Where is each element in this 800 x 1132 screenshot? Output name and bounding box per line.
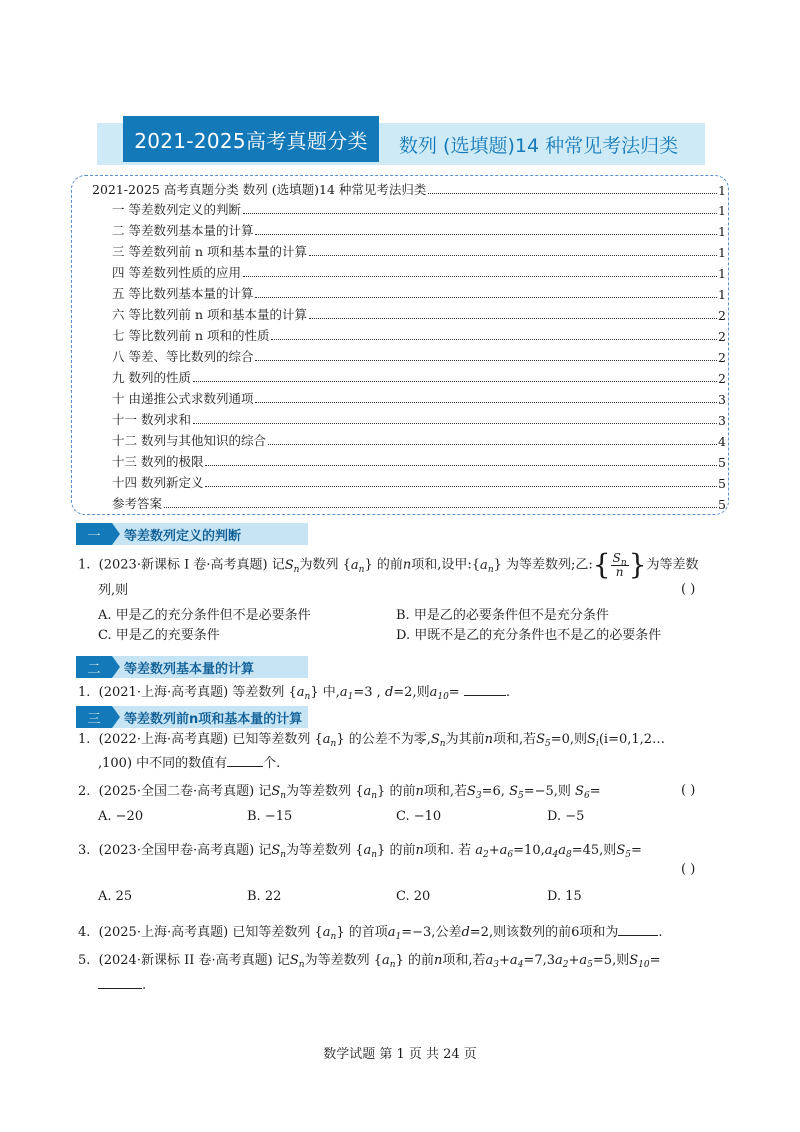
text: 等差数列 <box>232 685 285 700</box>
toc-item-label: 七 等比数列前 n 项和的性质 <box>112 328 270 343</box>
text: 为等差数列;乙: <box>506 557 593 573</box>
text: 记 <box>276 953 290 968</box>
text: 项和,若 <box>492 732 537 747</box>
option-c[interactable]: C. 甲是乙的充要条件 <box>98 628 220 643</box>
toc-item-page: 2 <box>718 350 726 365</box>
toc-item-label: 十一 数列求和 <box>112 412 191 427</box>
toc-item[interactable] <box>112 198 726 218</box>
answer-blank[interactable] <box>618 922 658 936</box>
text: 为等差数列 <box>304 953 370 968</box>
option-c[interactable]: C. 20 <box>396 889 431 904</box>
text: (i=0,1,2… <box>598 732 666 747</box>
toc-item-page: 1 <box>718 245 726 260</box>
question-line: 1. (2021·上海·高考真题) 等差数列 $\{a_n\}$ 中$,a_1=3$ , d=2,则$a_{10}=$ . <box>78 682 510 702</box>
toc-leader <box>309 318 717 319</box>
text: =0,则 <box>550 732 588 747</box>
section-header <box>76 656 308 678</box>
text: =7,3 <box>523 953 555 968</box>
text: =45,则 <box>571 843 617 858</box>
toc-item-page: 1 <box>718 287 726 302</box>
question-number: 3. <box>78 843 91 858</box>
text: 项和. 若 <box>423 843 472 858</box>
toc-item-label: 五 等比数列基本量的计算 <box>112 286 254 301</box>
option-a[interactable]: A. 25 <box>98 889 133 904</box>
text: =2,则该数列的前6项和为 <box>469 925 619 940</box>
toc-leader <box>243 213 717 214</box>
toc-leader <box>205 486 717 487</box>
text: =3 , <box>353 685 381 700</box>
option-d[interactable]: D. 甲既不是乙的充分条件也不是乙的必要条件 <box>396 628 662 643</box>
text: ,100) 中不同的数值有 <box>98 756 228 771</box>
toc-item[interactable] <box>112 429 726 449</box>
text: 项和,设甲: <box>411 557 472 573</box>
text: 项和,若 <box>423 784 467 799</box>
option-b[interactable]: B. 22 <box>247 889 282 904</box>
toc-item-label: 参考答案 <box>112 496 163 511</box>
toc-item-page: 1 <box>718 203 726 218</box>
toc-leader <box>205 465 717 466</box>
question-line: 3. (2023·全国甲卷·高考真题) 记$S_n$为等差数列 $\{a_n\}$ 的前n项和. 若 $a_2+a_6=10,a_4a_8=45$,则$S_5=$ <box>78 843 642 860</box>
option-a[interactable]: A. 甲是乙的充分条件但不是必要条件 <box>98 608 311 623</box>
question-source: (2025·全国二卷·高考真题) <box>98 784 255 799</box>
text: 个. <box>263 756 281 771</box>
toc-item-page: 5 <box>718 455 726 470</box>
question-line <box>98 582 128 600</box>
text: . <box>142 978 147 993</box>
toc-leader <box>255 234 717 235</box>
option-a[interactable]: A. −20 <box>98 809 144 824</box>
toc-item[interactable] <box>112 324 726 344</box>
toc-item[interactable] <box>112 261 726 281</box>
question-line: 1. (2022·上海·高考真题) 已知等差数列 $\{a_n\}$ 的公差不为零$,S_n$为其前n项和,若$S_5=0$,则$S_i(i=0,1,2\dots$ <box>78 732 666 749</box>
text: =10, <box>513 843 545 858</box>
toc-item-page: 1 <box>718 183 726 198</box>
toc-leader <box>255 297 717 298</box>
text: =−5,则 <box>523 784 571 799</box>
toc-leader <box>268 444 717 445</box>
text: . <box>658 925 663 940</box>
text: =6, <box>481 784 505 799</box>
text: 的前 <box>389 784 416 799</box>
toc-item-page: 5 <box>718 476 726 491</box>
toc-item-label: 2021-2025 高考真题分类 数列 (选填题)14 种常见考法归类 <box>92 182 427 197</box>
section-title: 等差数列前n项和基本量的计算 <box>124 711 303 727</box>
toc-item-page: 2 <box>718 329 726 344</box>
text: = <box>649 953 661 968</box>
toc-item[interactable] <box>112 450 726 470</box>
toc-item-label: 十三 数列的极限 <box>112 454 204 469</box>
text: 项和,若 <box>442 953 486 968</box>
toc-leader <box>428 193 717 194</box>
section-header <box>76 523 308 545</box>
text: 已知等差数列 <box>232 925 311 940</box>
toc-item-label: 八 等差、等比数列的综合 <box>112 349 254 364</box>
text: 中, <box>322 685 340 700</box>
toc-leader <box>309 255 717 256</box>
toc-leader <box>255 360 717 361</box>
text: =5,则 <box>592 953 630 968</box>
question-number: 1. <box>78 685 91 700</box>
text: =−3,公差 <box>401 925 462 940</box>
toc-item-label: 十二 数列与其他知识的综合 <box>112 433 266 448</box>
banner-right-title: 数列 (选填题)14 种常见考法归类 <box>399 134 679 157</box>
section-number: 三 <box>76 706 112 728</box>
text: =2,则 <box>393 685 430 700</box>
toc-item[interactable] <box>112 471 726 491</box>
text: 记 <box>271 557 285 573</box>
toc-leader <box>243 276 717 277</box>
text: 为等差数列 <box>286 843 352 858</box>
text: 的前 <box>389 843 416 858</box>
option-d[interactable]: D. −5 <box>547 809 585 824</box>
fraction-sn-over-n: $\frac{S_n}{n}$ <box>612 550 627 579</box>
answer-blank[interactable] <box>227 753 263 767</box>
toc-leader <box>271 339 717 340</box>
text: 已知等差数列 <box>232 732 311 747</box>
answer-paren[interactable]: ( ) <box>681 783 696 798</box>
toc-item-label: 四 等差数列性质的应用 <box>112 265 241 280</box>
text: 的前 <box>407 953 434 968</box>
toc-item[interactable] <box>112 219 726 239</box>
toc-item[interactable] <box>112 408 726 428</box>
text: 为等差数列 <box>286 784 352 799</box>
toc-leader <box>193 423 717 424</box>
toc-item[interactable] <box>112 387 726 407</box>
text: 为数列 <box>299 557 339 573</box>
toc-item-label: 二 等差数列基本量的计算 <box>112 223 254 238</box>
question-source: (2021·上海·高考真题) <box>98 685 229 700</box>
question-source: (2024·新课标 II 卷·高考真题) <box>98 953 273 968</box>
toc-item-page: 3 <box>718 392 726 407</box>
answer-paren[interactable]: ( ) <box>681 862 696 877</box>
option-b[interactable]: B. 甲是乙的必要条件但不是充分条件 <box>396 608 609 623</box>
toc-item-label: 一 等差数列定义的判断 <box>112 202 241 217</box>
text: 记 <box>258 784 272 799</box>
toc-item-label: 十 由递推公式求数列通项 <box>112 391 254 406</box>
section-header <box>76 706 308 728</box>
toc-item-page: 2 <box>718 371 726 386</box>
title-banner <box>97 121 705 165</box>
text: 的首项 <box>348 925 388 940</box>
question-source: (2025·上海·高考真题) <box>98 925 229 940</box>
toc-item-label: 十四 数列新定义 <box>112 475 204 490</box>
text: 为等差数 <box>646 557 699 573</box>
text: = <box>448 685 460 700</box>
question-line: 1. (2023·新课标 I 卷·高考真题) 记$S_n$为数列 $\{a_n\}$ 的前n项和,设甲$:\{a_n\}$ 为等差数列;乙:{ $\frac{S_n}{n}$ }为等差数 <box>78 548 699 581</box>
option-d[interactable]: D. 15 <box>547 889 582 904</box>
toc-item-page: 2 <box>718 308 726 323</box>
text: 列,则 <box>98 583 129 598</box>
question-line <box>98 753 280 773</box>
answer-blank[interactable] <box>98 975 142 989</box>
toc-leader <box>255 402 717 403</box>
banner-left-title: 2021-2025高考真题分类 <box>123 116 379 162</box>
answer-blank[interactable] <box>464 682 506 696</box>
toc-item-page: 4 <box>718 434 726 449</box>
toc-leader <box>164 507 717 508</box>
text: . <box>505 685 510 700</box>
question-number: 1. <box>78 732 91 747</box>
text: 记 <box>258 843 272 858</box>
toc-item[interactable] <box>112 303 726 323</box>
toc-item-page: 1 <box>718 224 726 239</box>
question-number: 1. <box>78 557 91 573</box>
text: d <box>384 685 394 700</box>
section-title: 等差数列基本量的计算 <box>124 661 255 677</box>
question-source: (2022·上海·高考真题) <box>98 732 229 747</box>
question-source: (2023·全国甲卷·高考真题) <box>98 843 255 858</box>
question-line <box>98 975 146 995</box>
toc-item[interactable] <box>112 282 726 302</box>
toc-item[interactable] <box>92 178 726 198</box>
section-number: 一 <box>76 523 112 545</box>
toc-item-label: 三 等差数列前 n 项和基本量的计算 <box>112 244 307 259</box>
toc-item[interactable] <box>112 366 726 386</box>
text: 的公差不为零, <box>348 732 431 747</box>
question-number: 4. <box>78 925 91 940</box>
toc-item[interactable] <box>112 345 726 365</box>
question-line: 2. (2025·全国二卷·高考真题) 记$S_n$为等差数列 $\{a_n\}$ 的前n项和,若$S_3=6$, $S_5=-5$,则 $S_6=$ <box>78 784 601 801</box>
toc-item-page: 3 <box>718 413 726 428</box>
option-b[interactable]: B. −15 <box>247 809 293 824</box>
section-number: 二 <box>76 656 112 678</box>
toc-item-label: 六 等比数列前 n 项和基本量的计算 <box>112 307 307 322</box>
toc-item[interactable] <box>112 492 726 512</box>
question-number: 5. <box>78 953 91 968</box>
answer-paren[interactable]: ( ) <box>681 582 696 597</box>
option-c[interactable]: C. −10 <box>396 809 442 824</box>
section-title: 等差数列定义的判断 <box>124 528 242 544</box>
toc-leader <box>193 381 717 382</box>
text: = <box>589 784 601 799</box>
toc-item[interactable] <box>112 240 726 260</box>
question-number: 2. <box>78 784 91 799</box>
text: 为其前 <box>445 732 485 747</box>
text: = <box>630 843 642 858</box>
text: 的前 <box>376 557 403 573</box>
question-source: (2023·新课标 I 卷·高考真题) <box>98 557 268 573</box>
toc-item-page: 1 <box>718 266 726 281</box>
question-line: 4. (2025·上海·高考真题) 已知等差数列 $\{a_n\}$ 的首项$a_1=-3$,公差d=2,则该数列的前6项和为 . <box>78 922 663 942</box>
toc-item-page: 5 <box>718 497 726 512</box>
toc-item-label: 九 数列的性质 <box>112 370 191 385</box>
page-footer: 数学试题 第 1 页 共 24 页 <box>323 1047 477 1062</box>
question-line: 5. (2024·新课标 II 卷·高考真题) 记$S_n$为等差数列 $\{a_n\}$ 的前n项和,若$a_3+a_4=7,3a_2+a_5=5$,则$S_{10}=$ <box>78 953 661 970</box>
